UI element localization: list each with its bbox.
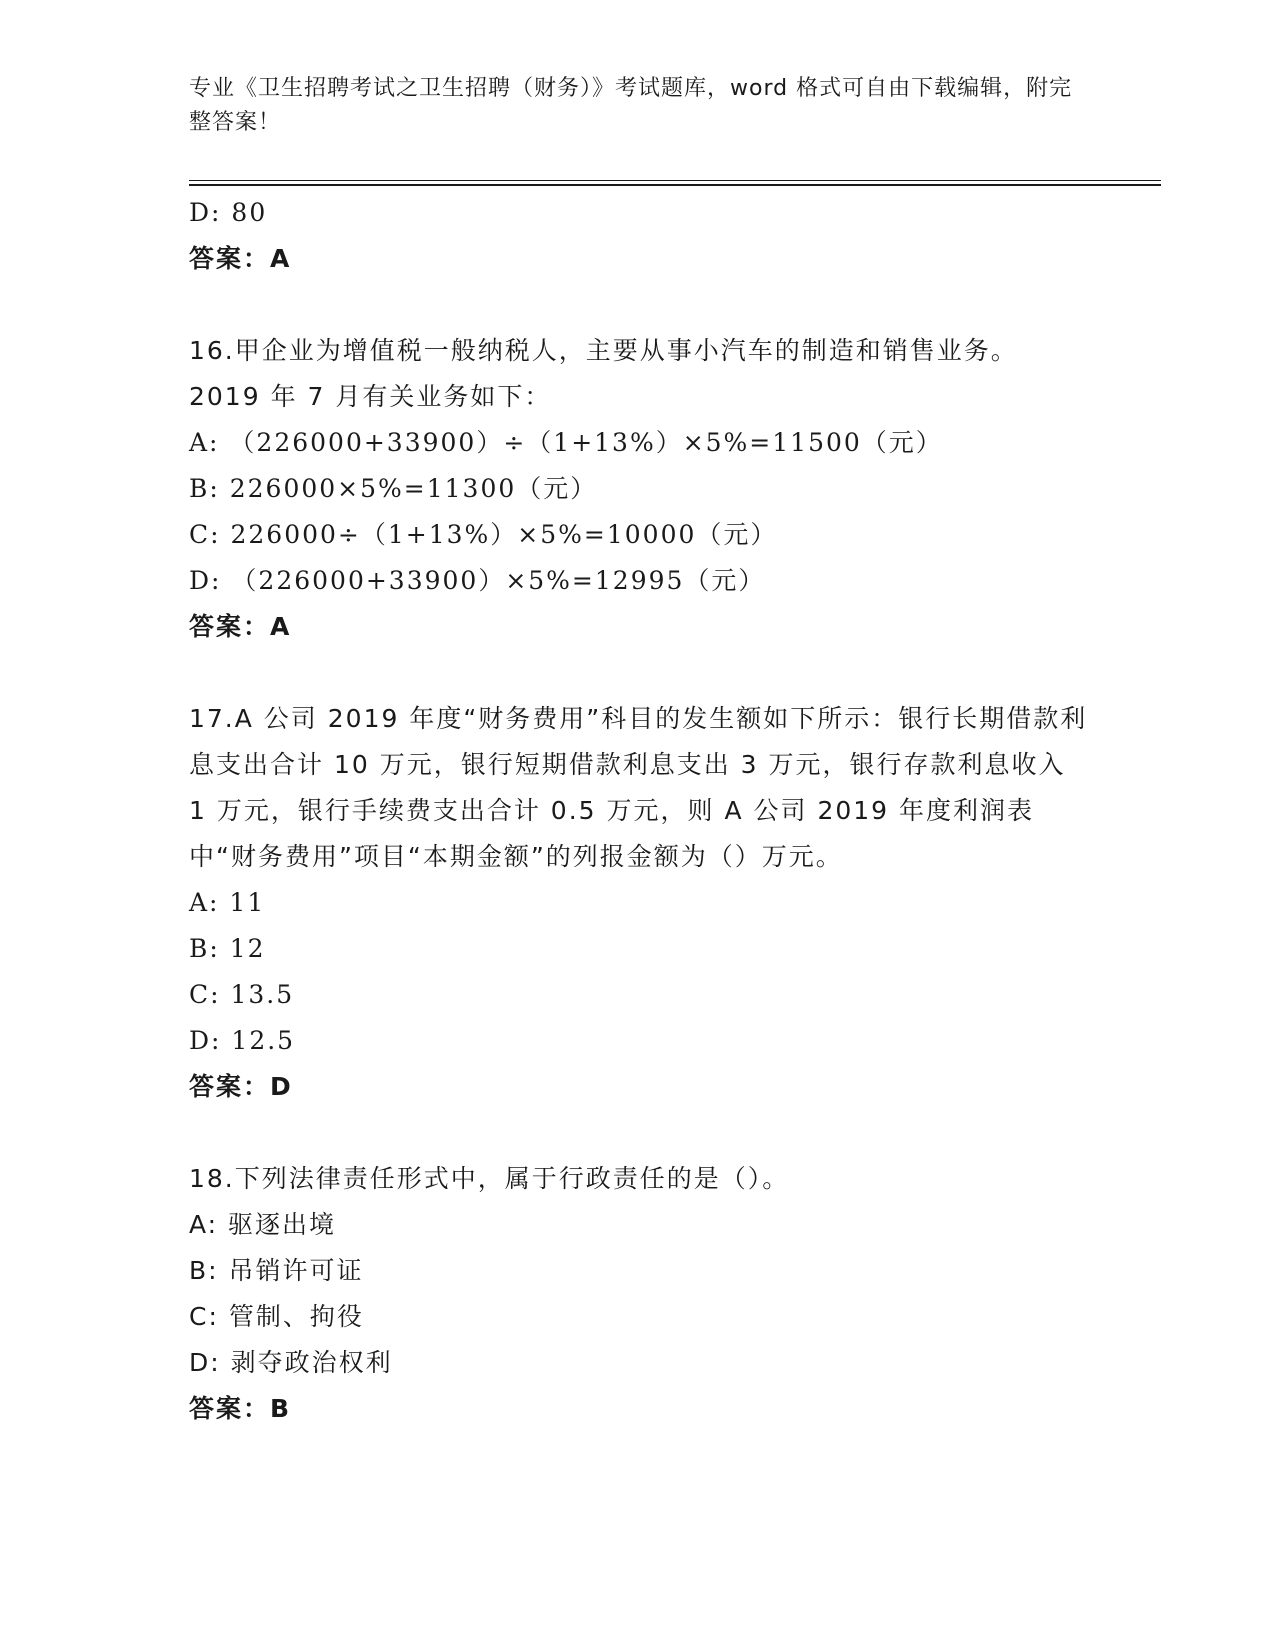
option-a: A: 驱逐出境 bbox=[189, 1210, 337, 1239]
option-c: C: 管制、拘役 bbox=[189, 1302, 364, 1331]
answer-line: 答案：B bbox=[189, 1394, 292, 1423]
option-b: B: 吊销许可证 bbox=[189, 1256, 364, 1285]
question-16 bbox=[189, 328, 1089, 650]
option-d: D: 80 bbox=[189, 198, 268, 227]
spacer bbox=[189, 1110, 1089, 1156]
header-title: 专业《卫生招聘考试之卫生招聘（财务）》考试题库，word 格式可自由下载编辑，附完整答案！ bbox=[189, 76, 1073, 135]
option-c: C: 226000÷（1+13%）×5%=10000（元） bbox=[189, 520, 778, 549]
document-header bbox=[189, 72, 1089, 140]
option-d: D: （226000+33900）×5%=12995（元） bbox=[189, 566, 766, 595]
answer-line: 答案：A bbox=[189, 244, 292, 273]
question-stem: 16.甲企业为增值税一般纳税人，主要从事小汽车的制造和销售业务。2019 年 7 月有关业务如下： bbox=[189, 336, 1018, 411]
option-b: B: 12 bbox=[189, 934, 266, 963]
question-stem: 17.A 公司 2019 年度“财务费用”科目的发生额如下所示：银行长期借款利息支出合计 10 万元，银行短期借款利息支出 3 万元，银行存款利息收入 1 万元，银行手续费支出合计 0.5 万元，则 A 公司 2019 年度利润表中“财务费用”项目“本期金额”的列报金额为（）万元。 bbox=[189, 704, 1088, 871]
question-stem: 18.下列法律责任形式中，属于行政责任的是（）。 bbox=[189, 1164, 790, 1193]
header-divider-thin bbox=[189, 180, 1161, 181]
option-c: C: 13.5 bbox=[189, 980, 295, 1009]
option-b: B: 226000×5%=11300（元） bbox=[189, 474, 598, 503]
option-d: D: 12.5 bbox=[189, 1026, 296, 1055]
spacer bbox=[189, 282, 1089, 328]
spacer bbox=[189, 650, 1089, 696]
answer-line: 答案：D bbox=[189, 1072, 293, 1101]
question-18 bbox=[189, 1156, 1089, 1432]
answer-line: 答案：A bbox=[189, 612, 292, 641]
question-list bbox=[189, 190, 1089, 1432]
question-17 bbox=[189, 696, 1089, 1110]
option-a: A: 11 bbox=[189, 888, 266, 917]
option-d: D: 剥夺政治权利 bbox=[189, 1348, 393, 1377]
header-divider-thick bbox=[189, 184, 1161, 186]
option-a: A: （226000+33900）÷（1+13%）×5%=11500（元） bbox=[189, 428, 943, 457]
